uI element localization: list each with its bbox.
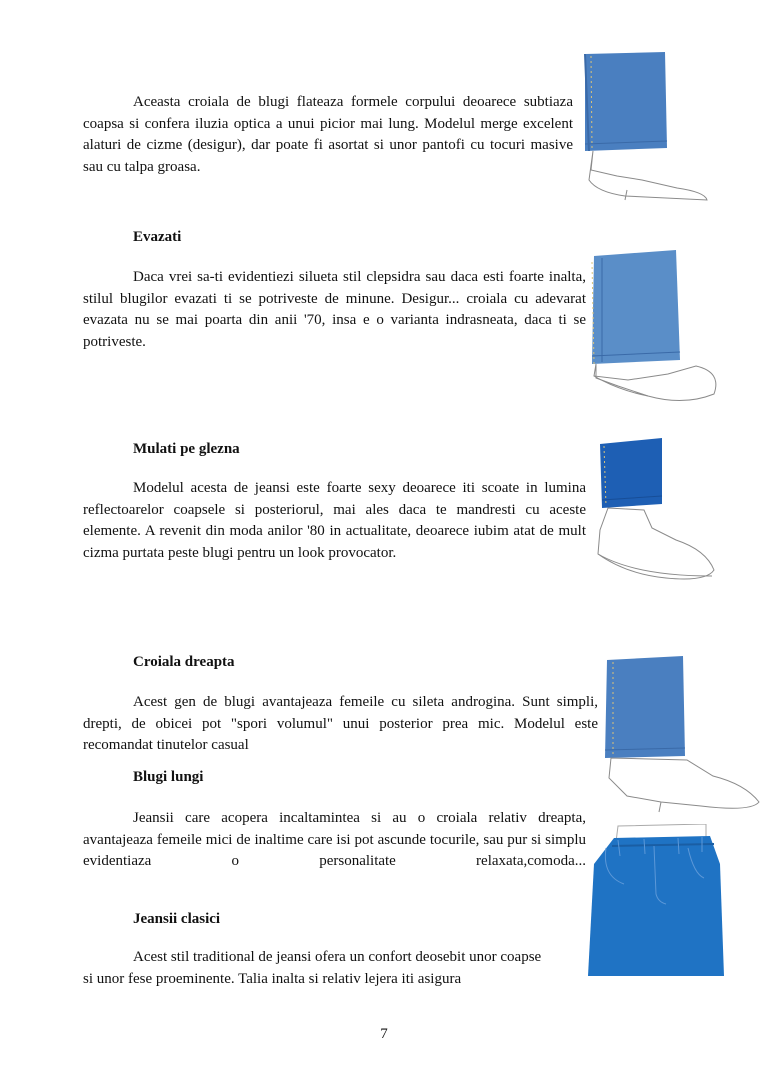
paragraph-croiala-dreapta: Acest gen de blugi avantajeaza femeile cu sileta androgina. Sunt simpli, drepti, de obicei pot "spori volumul" unui posterior prea mic. Modelul este recomandat tinutelor casual <box>83 694 598 753</box>
skinny-jeans-illustration <box>596 436 718 591</box>
heading-evazati: Evazati <box>133 229 182 245</box>
page-number: 7 <box>380 1026 388 1042</box>
paragraph-evazati: Daca vrei sa-ti evidentiezi silueta stil clepsidra sau daca esti foarte inalta, stilul blugilor evazati ti se potriveste de minune. Desigur... croiala cu adevarat evazata nu se mai poarta din anii '70, insa e o varianta indrasneata, daca ti se potriveste. <box>83 269 586 350</box>
paragraph-slim-fit: Aceasta croiala de blugi flateaza formele corpului deoarece subtiaza coapsa si confera iluzia optica a unui picior mai lung. Modelul merge excelent alaturi de cizme (desigur), dar poate fi asortat si unor pantofi cu tocuri masive sau cu talpa groasa. <box>83 94 573 175</box>
heading-jeansii-clasici: Jeansii clasici <box>133 911 221 927</box>
paragraph-mulati: Modelul acesta de jeansi este foarte sexy deoarece iti scoate in lumina reflectoarelor coapsele si posteriorul, mai ales daca te mandresti cu aceste elemente. A revenit din moda anilor '80 in actualitate, deoarece iubim atat de mult cizma purtata peste blugi pentru un look provocator. <box>83 480 586 561</box>
bootcut-jeans-illustration <box>577 52 717 207</box>
flared-jeans-illustration <box>588 248 728 413</box>
heading-croiala-dreapta: Croiala dreapta <box>133 654 235 670</box>
heading-blugi-lungi: Blugi lungi <box>133 769 204 785</box>
paragraph-blugi-lungi: Jeansii care acopera incaltamintea si au o croiala relativ dreapta, avantajeaza femeile mici de inaltime care isi pot ascunde tocurile, sau pur si simplu evidentiaza o personalitate relaxata,comoda... <box>83 810 586 869</box>
heading-mulati: Mulati pe glezna <box>133 441 240 457</box>
paragraph-jeansii-clasici: Acest stil traditional de jeansi ofera un confort deosebit unor coapse si unor fese proeminente. Talia inalta si relativ lejera iti asigura <box>83 949 542 987</box>
straight-jeans-illustration <box>601 656 763 821</box>
classic-jeans-illustration <box>584 824 728 985</box>
